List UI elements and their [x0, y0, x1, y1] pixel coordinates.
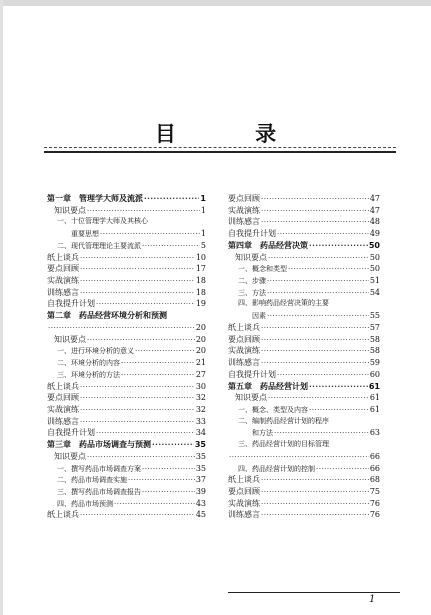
toc-entry-title: 二、编制药品经营计划的程序: [238, 416, 329, 425]
page-top-edge: [0, 0, 431, 6]
toc-entry: [47, 463, 206, 475]
toc-entry: [228, 322, 380, 334]
toc-entry-title: 一、概念和类型: [238, 265, 287, 274]
toc-leader-dots: [261, 346, 369, 357]
toc-entry-page: 76: [369, 510, 380, 520]
toc-entry-title: 实战演练: [47, 404, 79, 414]
toc-entry-page: 68: [369, 475, 380, 485]
toc-entry-title: 第四章 药品经营决策: [228, 240, 308, 250]
toc-entry-page: 33: [195, 416, 206, 426]
toc-entry-title: 四、药品经营计划的控制: [238, 464, 315, 473]
toc-entry: [228, 369, 380, 381]
toc-entry-page: 1: [200, 229, 206, 239]
toc-entry-page: 54: [369, 287, 380, 297]
toc-entry-page: 20: [195, 346, 206, 356]
toc-leader-dots: [121, 370, 195, 381]
toc-leader-dots: [267, 288, 369, 299]
toc-entry-page: 17: [195, 264, 206, 274]
toc-entry-title: 知识要点: [54, 205, 86, 215]
toc-chapter-entry: [228, 381, 380, 393]
toc-entry: [228, 334, 380, 346]
toc-entry-title: 第一章 管理学大师及流派: [47, 194, 143, 203]
toc-entry-page: 35: [195, 463, 206, 473]
toc-entry-title: 第五章 药品经营计划: [228, 381, 308, 391]
toc-entry-title: 知识要点: [235, 252, 267, 262]
toc-entry-title: 重要思想: [71, 230, 99, 239]
toc-leader-dots: [261, 499, 369, 510]
toc-entry-page: 66: [369, 451, 380, 461]
toc-leader-dots: [261, 358, 369, 369]
toc-entry: [228, 216, 380, 228]
toc-entry: [228, 263, 380, 275]
toc-entry: [228, 509, 380, 521]
toc-entry: [228, 416, 380, 428]
toc-entry: [47, 474, 206, 486]
toc-leader-dots: [87, 452, 195, 463]
toc-entry-title: 二、步骤: [238, 277, 266, 286]
toc-entry-page: 30: [195, 381, 206, 391]
toc-chapter-entry: [47, 310, 206, 322]
toc-leader-dots: [80, 253, 195, 264]
toc-entry: [47, 451, 206, 463]
toc-leader-dots: [268, 253, 369, 264]
toc-entry-page: 10: [195, 252, 206, 262]
toc-entry-page: 47: [369, 205, 380, 215]
toc-entry-page: 61: [369, 393, 380, 403]
toc-entry: [228, 463, 380, 475]
toc-entry: [47, 381, 206, 393]
toc-entry-page: 61: [368, 381, 380, 391]
toc-entry: [47, 486, 206, 498]
toc-leader-dots: [80, 276, 195, 287]
toc-entry-title: 三、药品经营计划的目标管理: [238, 440, 329, 449]
toc-entry: [228, 498, 380, 510]
toc-entry-page: 43: [195, 498, 206, 508]
toc-entry-title: 四、药品市场预测: [57, 499, 113, 508]
toc-leader-dots: [142, 241, 200, 252]
toc-leader-dots: [268, 393, 369, 404]
toc-entry: [228, 486, 380, 498]
toc-entry: [47, 252, 206, 264]
toc-leader-dots: [309, 382, 368, 393]
toc-entry-title: 二、环境分析的内容: [57, 359, 120, 368]
toc-entry-title: 一、概念、类型及内容: [238, 405, 308, 414]
toc-leader-dots: [80, 417, 195, 428]
toc-entry-title: 训练感言: [47, 416, 79, 426]
title-rule-dashed: [44, 147, 396, 148]
toc-entry-title: 要点回顾: [228, 486, 260, 496]
title-rule-solid: [44, 151, 396, 153]
toc-leader-dots: [80, 405, 195, 416]
toc-entry-title: 知识要点: [54, 334, 86, 344]
toc-entry-title: 实战演练: [47, 276, 79, 286]
toc-entry-page: 50: [368, 240, 380, 250]
toc-entry: [47, 416, 206, 428]
toc-entry-page: 50: [369, 252, 380, 262]
toc-entry: [47, 228, 206, 240]
toc-entry-title: 自我提升计划: [47, 299, 95, 309]
toc-entry: [228, 310, 380, 322]
toc-entry-title: 一、十位管理学大师及其核心: [57, 217, 148, 226]
toc-entry-page: 35: [195, 451, 206, 461]
toc-leader-dots: [142, 464, 195, 475]
toc-entry: [47, 275, 206, 287]
toc-leader-dots: [80, 510, 195, 521]
toc-entry-title: 因素: [252, 312, 266, 321]
toc-entry-title: 要点回顾: [228, 194, 260, 203]
toc-entry-page: 63: [369, 428, 380, 438]
toc-entry-title: 纸上谈兵: [228, 475, 260, 485]
toc-entry-page: 20: [195, 334, 206, 344]
toc-entry-page: 27: [195, 369, 206, 379]
toc-entry-page: 51: [369, 276, 380, 286]
toc-entry-page: 61: [369, 404, 380, 414]
toc-entry-title: 自我提升计划: [228, 369, 276, 379]
toc-leader-dots: [261, 510, 369, 521]
toc-entry-page: 5: [200, 240, 206, 250]
toc-entry: [228, 451, 380, 463]
toc-leader-dots: [96, 428, 195, 439]
toc-entry-page: 47: [369, 194, 380, 203]
toc-entry: [47, 263, 206, 275]
toc-entry-title: 第三章 药品市场调查与预测: [47, 440, 151, 450]
toc-entry-title: 自我提升计划: [228, 229, 276, 239]
toc-entry-title: 第二章 药品经营环境分析和预测: [47, 311, 167, 321]
toc-leader-dots: [80, 382, 195, 393]
toc-entry-title: 一、撰写药品市场调查方案: [57, 464, 141, 473]
toc-entry-page: 18: [195, 287, 206, 297]
toc-entry: [47, 298, 206, 310]
toc-entry-title: 纸上谈兵: [47, 252, 79, 262]
toc-entry-title: 四、影响药品经营决策的主要: [238, 299, 329, 308]
toc-entry-page: 58: [369, 334, 380, 344]
toc-entry: [228, 427, 380, 439]
toc-leader-dots: [100, 229, 200, 240]
toc-entry-page: 34: [195, 428, 206, 438]
toc-entry-title: 要点回顾: [47, 264, 79, 274]
toc-entry-title: 训练感言: [228, 510, 260, 520]
toc-entry: [47, 345, 206, 357]
footer-rule: [228, 592, 400, 593]
toc-entry-title: 纸上谈兵: [47, 381, 79, 391]
toc-entry-page: 60: [369, 369, 380, 379]
toc-right-column: [228, 193, 380, 521]
toc-entry-title: 纸上谈兵: [47, 510, 79, 520]
toc-entry: [228, 275, 380, 287]
toc-leader-dots: [80, 393, 195, 404]
toc-entry-page: 48: [369, 217, 380, 227]
toc-entry: [47, 498, 206, 510]
toc-entry: [47, 287, 206, 299]
toc-entry-title: 训练感言: [228, 217, 260, 227]
toc-leader-dots: [261, 323, 369, 334]
toc-leader-dots: [261, 206, 369, 217]
toc-entry: [47, 322, 206, 334]
toc-entry-title: 知识要点: [235, 393, 267, 403]
toc-entry-title: 一、进行环境分析的意义: [57, 347, 134, 356]
page-left-edge: [0, 0, 3, 615]
toc-entry: [47, 509, 206, 521]
toc-entry: [47, 334, 206, 346]
toc-entry-page: 59: [369, 358, 380, 368]
toc-entry: [47, 392, 206, 404]
toc-leader-dots: [261, 194, 369, 205]
toc-entry: [47, 205, 206, 217]
toc-leader-dots: [80, 264, 195, 275]
toc-entry: [228, 345, 380, 357]
toc-entry: [228, 474, 380, 486]
toc-entry-page: 75: [369, 486, 380, 496]
toc-entry-page: 76: [369, 498, 380, 508]
toc-leader-dots: [261, 335, 369, 346]
toc-entry-page: 35: [194, 440, 206, 450]
toc-entry-title: 实战演练: [228, 346, 260, 356]
toc-entry-title: 和方法: [252, 429, 273, 438]
toc-entry-title: 实战演练: [228, 205, 260, 215]
toc-leader-dots: [135, 346, 195, 357]
toc-leader-dots: [128, 475, 195, 486]
toc-entry-title: 自我提升计划: [47, 428, 95, 438]
toc-entry: [47, 427, 206, 439]
toc-entry-page: 39: [195, 486, 206, 496]
toc-entry-title: 纸上谈兵: [228, 322, 260, 332]
toc-leader-dots: [309, 405, 369, 416]
toc-entry-page: 45: [195, 510, 206, 520]
toc-leader-dots: [96, 299, 195, 310]
toc-leader-dots: [144, 194, 199, 205]
toc-leader-dots: [229, 452, 369, 463]
toc-entry: [228, 298, 380, 310]
toc-entry: [228, 205, 380, 217]
toc-entry: [228, 252, 380, 264]
toc-entry-title: 三、方法: [238, 288, 266, 297]
toc-leader-dots: [274, 428, 369, 439]
toc-entry: [47, 369, 206, 381]
toc-entry-page: 66: [369, 463, 380, 473]
toc-entry-page: 1: [200, 205, 206, 215]
toc-leader-dots: [87, 335, 195, 346]
toc-leader-dots: [48, 323, 195, 334]
toc-leader-dots: [277, 370, 369, 381]
toc-leader-dots: [267, 276, 369, 287]
toc-entry-page: 1: [200, 194, 206, 203]
toc-entry-title: 二、现代管理理论主要流派: [57, 241, 141, 250]
toc-entry: [228, 228, 380, 240]
toc-entry-title: 三、环境分析的方法: [57, 370, 120, 379]
page-number: 1: [369, 594, 376, 605]
toc-leader-dots: [288, 264, 369, 275]
toc-entry-page: 21: [195, 358, 206, 368]
toc-entry-page: 49: [369, 229, 380, 239]
toc-entry: [228, 392, 380, 404]
toc-leader-dots: [277, 229, 369, 240]
toc-entry: [47, 357, 206, 369]
toc-leader-dots: [316, 464, 369, 475]
toc-entry-title: 训练感言: [228, 358, 260, 368]
toc-entry: [47, 216, 206, 228]
toc-entry-page: 58: [369, 346, 380, 356]
toc-entry-page: 20: [195, 322, 206, 332]
toc-leader-dots: [80, 288, 195, 299]
toc-entry: [228, 287, 380, 299]
toc-entry-page: 32: [195, 393, 206, 403]
toc-entry: [228, 193, 380, 205]
toc-entry-page: 32: [195, 404, 206, 414]
toc-leader-dots: [261, 487, 369, 498]
toc-leader-dots: [309, 241, 368, 252]
toc-chapter-entry: [228, 240, 380, 252]
toc-leader-dots: [267, 311, 369, 322]
toc-entry-title: 要点回顾: [47, 393, 79, 403]
toc-entry-page: 57: [369, 322, 380, 332]
toc-entry-title: 训练感言: [47, 287, 79, 297]
toc-leader-dots: [87, 206, 200, 217]
toc-entry-page: 55: [369, 311, 380, 321]
toc-entry-title: 要点回顾: [228, 334, 260, 344]
page-title: 目 录: [154, 122, 313, 146]
toc-entry-title: 三、撰写药品市场调查报告: [57, 487, 141, 496]
toc-chapter-entry: [47, 439, 206, 451]
toc-leader-dots: [114, 499, 195, 510]
toc-leader-dots: [121, 358, 195, 369]
toc-entry-page: 18: [195, 276, 206, 286]
toc-entry-title: 实战演练: [228, 498, 260, 508]
toc-entry: [228, 404, 380, 416]
toc-leader-dots: [261, 475, 369, 486]
toc-entry: [228, 357, 380, 369]
toc-entry: [47, 240, 206, 252]
toc-entry: [228, 439, 380, 451]
toc-leader-dots: [261, 217, 369, 228]
toc-entry-page: 37: [195, 475, 206, 485]
toc-leader-dots: [152, 440, 194, 451]
toc-leader-dots: [142, 487, 195, 498]
toc-entry-title: 二、药品市场调查实施: [57, 476, 127, 485]
toc-left-column: [47, 193, 206, 521]
toc-entry-title: 知识要点: [54, 451, 86, 461]
toc-chapter-entry: [47, 193, 206, 205]
toc-entry-page: 50: [369, 264, 380, 274]
toc-entry-page: 19: [195, 299, 206, 309]
toc-entry: [47, 404, 206, 416]
